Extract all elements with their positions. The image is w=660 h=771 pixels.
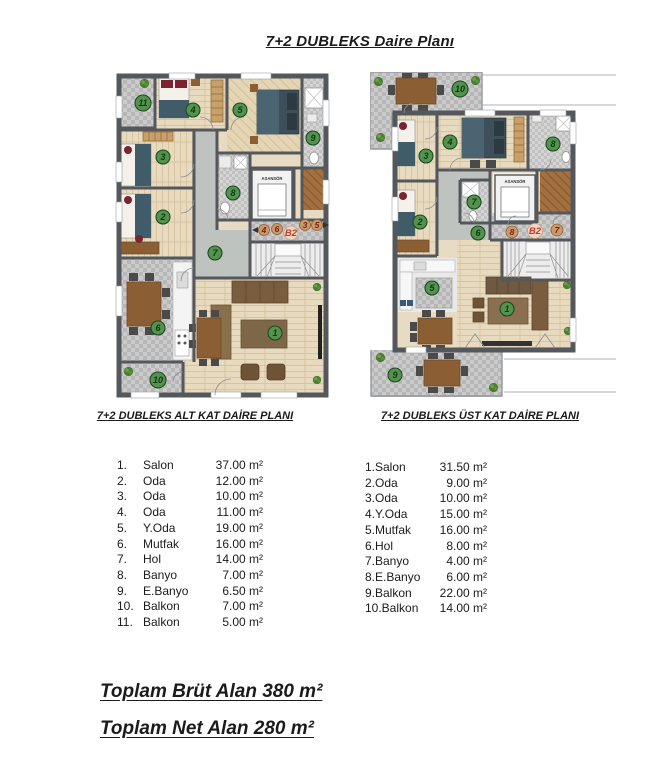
svg-text:4: 4: [447, 137, 453, 147]
caption-ust-kat: 7+2 DUBLEKS ÜST KAT DAİRE PLANI: [380, 410, 580, 422]
area-row: 11. Balkon 5.00 m²: [117, 615, 263, 630]
area-row: 3.Oda 10.00 m²: [365, 491, 487, 506]
area-row: 5. Y.Oda 19.00 m²: [117, 520, 263, 535]
floorplan-alt-kat: [115, 72, 330, 404]
floorplan-ust-kat: [370, 72, 620, 407]
area-row: 4. Oda 11.00 m²: [117, 505, 263, 520]
area-row: 2. Oda 12.00 m²: [117, 473, 263, 488]
svg-text:8: 8: [230, 188, 236, 198]
area-row: 2.Oda 9.00 m²: [365, 475, 487, 490]
alt-kat-area-list: [117, 458, 263, 631]
ust-kat-area-list: [365, 460, 487, 617]
area-row: 1. Salon 37.00 m²: [117, 458, 263, 472]
area-row: 9.Balkon 22.00 m²: [365, 585, 487, 600]
svg-text:7: 7: [471, 197, 477, 207]
area-row: 4.Y.Oda 15.00 m²: [365, 507, 487, 522]
svg-text:5: 5: [237, 105, 243, 115]
svg-text:4: 4: [190, 105, 196, 115]
svg-text:3: 3: [423, 151, 429, 161]
area-row: 8. Banyo 7.00 m²: [117, 567, 263, 582]
page-title: 7+2 DUBLEKS Daire Planı: [265, 33, 455, 50]
elevator-label: ASANSÖR: [261, 176, 283, 181]
area-row: 5.Mutfak 16.00 m²: [365, 522, 487, 537]
svg-text:2: 2: [160, 212, 166, 222]
area-row: 1.Salon 31.50 m²: [365, 460, 487, 474]
total-brut-alan: Toplam Brüt Alan 380 m²: [100, 681, 323, 702]
svg-text:3: 3: [302, 220, 308, 230]
svg-text:7: 7: [212, 248, 218, 258]
area-row: 10.Balkon 14.00 m²: [365, 601, 487, 616]
svg-text:7: 7: [554, 225, 560, 235]
svg-text:4: 4: [261, 225, 267, 235]
area-row: 3. Oda 10.00 m²: [117, 489, 263, 504]
svg-text:6: 6: [155, 323, 161, 333]
svg-text:10: 10: [152, 375, 164, 385]
svg-text:9: 9: [310, 133, 316, 143]
area-row: 7. Hol 14.00 m²: [117, 552, 263, 567]
svg-text:2: 2: [417, 217, 423, 227]
svg-text:10: 10: [454, 84, 466, 94]
svg-text:8: 8: [550, 139, 556, 149]
caption-alt-kat: 7+2 DUBLEKS ALT KAT DAİRE PLANI: [96, 410, 294, 422]
svg-text:6: 6: [475, 228, 481, 238]
block-label: B2: [528, 226, 542, 237]
area-row: 6. Mutfak 16.00 m²: [117, 536, 263, 551]
area-row: 9. E.Banyo 6.50 m²: [117, 583, 263, 598]
svg-text:6: 6: [274, 224, 280, 234]
area-row: 7.Banyo 4.00 m²: [365, 554, 487, 569]
area-row: 10. Balkon 7.00 m²: [117, 599, 263, 614]
svg-text:8: 8: [509, 227, 515, 237]
svg-text:1: 1: [504, 304, 510, 314]
elevator-label: ASANSÖR: [504, 179, 526, 184]
svg-text:11: 11: [138, 98, 148, 108]
svg-text:5: 5: [429, 283, 435, 293]
svg-text:1: 1: [272, 328, 278, 338]
area-row: 6.Hol 8.00 m²: [365, 538, 487, 553]
svg-text:5: 5: [314, 220, 320, 230]
block-label: B2: [284, 228, 298, 239]
svg-text:3: 3: [160, 152, 166, 162]
total-net-alan: Toplam Net Alan 280 m²: [100, 718, 314, 739]
area-row: 8.E.Banyo 6.00 m²: [365, 569, 487, 584]
svg-text:9: 9: [392, 370, 398, 380]
